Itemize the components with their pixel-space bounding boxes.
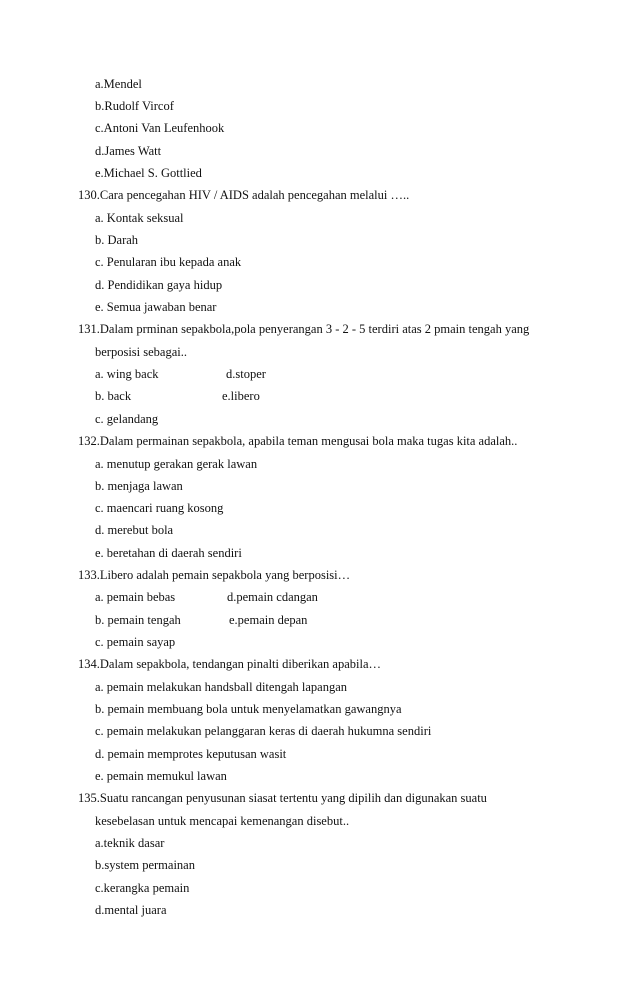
q135-option-c: c.kerangka pemain bbox=[95, 881, 190, 895]
q132-option-c: c. maencari ruang kosong bbox=[95, 501, 224, 515]
question-134: 134.Dalam sepakbola, tendangan pinalti diberikan apabila… bbox=[78, 657, 382, 671]
q133-option-c: c. pemain sayap bbox=[95, 635, 176, 649]
question-133: 133.Libero adalah pemain sepakbola yang berposisi… bbox=[78, 568, 351, 582]
q135-option-d: d.mental juara bbox=[95, 903, 167, 917]
q132-option-d: d. merebut bola bbox=[95, 523, 174, 537]
question-135: 135.Suatu rancangan penyusunan siasat tertentu yang dipilih dan digunakan suatu bbox=[78, 791, 487, 805]
q131-option-c: c. gelandang bbox=[95, 412, 159, 426]
option-e: e.Michael S. Gottlied bbox=[95, 166, 202, 180]
question-132: 132.Dalam permainan sepakbola, apabila teman mengusai bola maka tugas kita adalah.. bbox=[78, 434, 518, 448]
option-d: d.James Watt bbox=[95, 144, 162, 158]
q130-option-b: b. Darah bbox=[95, 233, 139, 247]
option-b: b.Rudolf Vircof bbox=[95, 99, 174, 113]
q135-option-b: b.system permainan bbox=[95, 858, 195, 872]
q132-option-e: e. beretahan di daerah sendiri bbox=[95, 546, 242, 560]
q130-option-d: d. Pendidikan gaya hidup bbox=[95, 278, 223, 292]
q131-option-d: d.stoper bbox=[226, 367, 266, 381]
q135-option-a: a.teknik dasar bbox=[95, 836, 165, 850]
q133-option-b: b. pemain tengah bbox=[95, 613, 181, 627]
option-a: a.Mendel bbox=[95, 77, 142, 91]
question-131-cont: berposisi sebagai.. bbox=[95, 345, 187, 359]
q133-option-d: d.pemain cdangan bbox=[227, 590, 318, 604]
q133-option-e: e.pemain depan bbox=[229, 613, 308, 627]
q134-option-c: c. pemain melakukan pelanggaran keras di daerah hukumna sendiri bbox=[95, 724, 432, 738]
q134-option-d: d. pemain memprotes keputusan wasit bbox=[95, 747, 287, 761]
question-131: 131.Dalam prminan sepakbola,pola penyerangan 3 - 2 - 5 terdiri atas 2 pmain tengah yang bbox=[78, 322, 530, 336]
q130-option-c: c. Penularan ibu kepada anak bbox=[95, 255, 242, 269]
q134-option-a: a. pemain melakukan handsball ditengah lapangan bbox=[95, 680, 347, 694]
option-c: c.Antoni Van Leufenhook bbox=[95, 121, 225, 135]
q133-option-a: a. pemain bebas bbox=[95, 590, 176, 604]
q132-option-b: b. menjaga lawan bbox=[95, 479, 183, 493]
q130-option-a: a. Kontak seksual bbox=[95, 211, 184, 225]
question-135-cont: kesebelasan untuk mencapai kemenangan disebut.. bbox=[95, 814, 350, 828]
q130-option-e: e. Semua jawaban benar bbox=[95, 300, 217, 314]
q134-option-b: b. pemain membuang bola untuk menyelamatkan gawangnya bbox=[95, 702, 402, 716]
q134-option-e: e. pemain memukul lawan bbox=[95, 769, 227, 783]
q131-option-e: e.libero bbox=[222, 389, 260, 403]
q131-option-b: b. back bbox=[95, 389, 132, 403]
q131-option-a: a. wing back bbox=[95, 367, 159, 381]
q132-option-a: a. menutup gerakan gerak lawan bbox=[95, 457, 258, 471]
question-130: 130.Cara pencegahan HIV / AIDS adalah pencegahan melalui ….. bbox=[78, 188, 410, 202]
